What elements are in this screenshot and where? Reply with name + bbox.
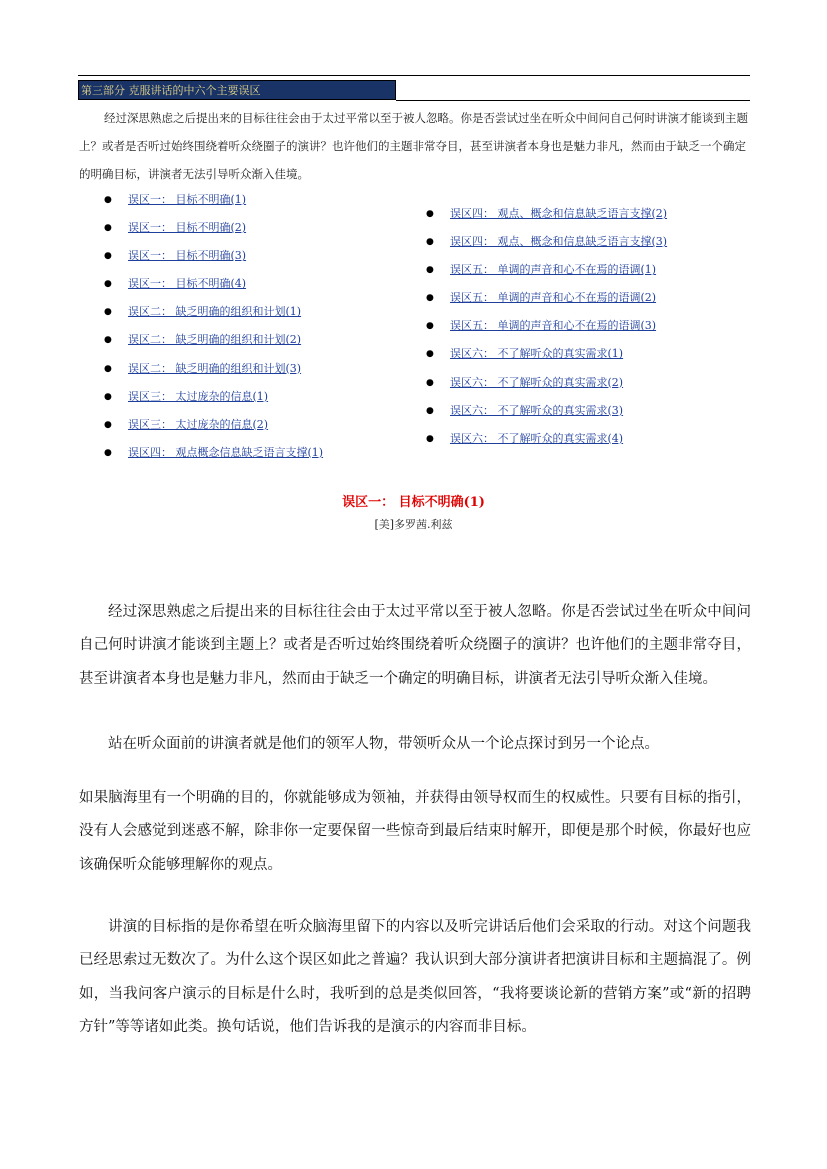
toc-item	[426, 289, 667, 317]
toc-item	[426, 261, 667, 289]
intro-paragraph: 经过深思熟虑之后提出来的目标往往会由于太过平常以至于被人忽略。你是否尝试过坐在听众中间问自己何时讲演才能谈到主题上？或者是否听过始终围绕着听众绕圈子的演讲？也许他们的主题非常夺目，甚至讲演者本身也是魅力非凡，然而由于缺乏一个确定的明确目标，讲演者无法引导听众渐入佳境。	[79, 111, 748, 181]
bullet-icon: ●	[104, 251, 112, 262]
bullet-icon: ●	[104, 279, 112, 290]
toc-item	[104, 388, 323, 416]
toc-item	[426, 233, 667, 261]
bullet-icon: ●	[426, 237, 434, 248]
body-paragraph-4: 讲演的目标指的是你希望在听众脑海里留下的内容以及听完讲话后他们会采取的行动。对这个问题我已经思索过无数次了。为什么这个误区如此之普遍？我认识到大部分演讲者把演讲目标和主题搞混了。例如，当我问客户演示的目标是什么时，我听到的总是类似回答，“我将要谈论新的营销方案”或“新的招聘方针”等等诸如此类。换句话说，他们告诉我的是演示的内容而非目标。	[79, 919, 751, 1036]
toc-item	[426, 374, 667, 402]
toc-link[interactable]: 误区六： 不了解听众的真实需求(1)	[450, 347, 624, 361]
toc-link[interactable]: 误区五： 单调的声音和心不在焉的语调(3)	[450, 319, 657, 333]
toc-item	[426, 402, 667, 430]
toc-item	[104, 360, 323, 388]
toc-item	[104, 275, 323, 303]
bullet-icon: ●	[104, 307, 112, 318]
article-author: [美]多罗茜.利兹	[374, 518, 453, 531]
bullet-icon: ●	[426, 405, 434, 416]
toc-link[interactable]: 误区二： 缺乏明确的组织和计划(3)	[128, 361, 302, 375]
bullet-icon: ●	[104, 363, 112, 374]
bullet-icon: ●	[426, 293, 434, 304]
toc-link[interactable]: 误区四： 观点、概念和信息缺乏语言支撑(2)	[450, 207, 668, 220]
bullet-icon: ●	[426, 349, 434, 360]
bullet-icon: ●	[426, 377, 434, 388]
body-paragraph-2: 站在听众面前的讲演者就是他们的领军人物，带领听众从一个论点探讨到另一个论点。	[108, 736, 659, 752]
toc-link[interactable]: 误区六： 不了解听众的真实需求(2)	[450, 375, 624, 389]
toc-item	[426, 317, 667, 345]
toc-item	[104, 191, 323, 219]
toc-item	[426, 345, 667, 373]
body-paragraph-3: 如果脑海里有一个明确的目的，你就能够成为领袖，并获得由领导权而生的权威性。只要有目标的指引，没有人会感觉到迷惑不解，除非你一定要保留一些惊奇到最后结束时解开，即便是那个时候，你最好也应该确保听众能够理解你的观点。	[79, 790, 751, 873]
bullet-icon: ●	[104, 223, 112, 234]
toc-link[interactable]: 误区一： 目标不明确(3)	[128, 249, 247, 263]
toc-item	[104, 219, 323, 247]
toc-link[interactable]: 误区三： 太过庞杂的信息(1)	[128, 389, 269, 403]
bullet-icon: ●	[426, 321, 434, 332]
toc-link[interactable]: 误区三： 太过庞杂的信息(2)	[128, 417, 269, 431]
toc-item	[104, 247, 323, 275]
toc-link[interactable]: 误区一： 目标不明确(1)	[128, 193, 247, 206]
toc-link[interactable]: 误区四： 观点概念信息缺乏语言支撑(1)	[128, 445, 324, 459]
header-divider	[396, 100, 750, 101]
toc-right-list	[426, 205, 667, 458]
section-label: 第三部分 克服讲话的中六个主要误区	[81, 84, 261, 97]
toc-item	[104, 416, 323, 444]
article-title: 误区一： 目标不明确(1)	[342, 495, 485, 510]
toc-link[interactable]: 误区五： 单调的声音和心不在焉的语调(2)	[450, 291, 657, 305]
toc-item	[426, 205, 667, 233]
bullet-icon: ●	[426, 433, 434, 444]
toc-left-list	[104, 191, 323, 472]
bullet-icon: ●	[104, 419, 112, 430]
toc-item	[104, 331, 323, 359]
toc-link[interactable]: 误区二： 缺乏明确的组织和计划(2)	[128, 333, 302, 347]
toc-item	[104, 444, 323, 472]
toc-link[interactable]: 误区一： 目标不明确(4)	[128, 277, 247, 291]
section-header-box	[78, 80, 396, 100]
bullet-icon: ●	[104, 195, 112, 205]
bullet-icon: ●	[104, 335, 112, 346]
bullet-icon: ●	[104, 447, 112, 458]
toc-link[interactable]: 误区五： 单调的声音和心不在焉的语调(1)	[450, 263, 657, 277]
bullet-icon: ●	[426, 265, 434, 276]
toc-item	[104, 303, 323, 331]
toc-item	[426, 430, 667, 458]
toc-link[interactable]: 误区一： 目标不明确(2)	[128, 221, 247, 235]
toc-link[interactable]: 误区六： 不了解听众的真实需求(4)	[450, 431, 624, 445]
toc-link[interactable]: 误区六： 不了解听众的真实需求(3)	[450, 403, 624, 417]
body-paragraph-1: 经过深思熟虑之后提出来的目标往往会由于太过平常以至于被人忽略。你是否尝试过坐在听众中间问自己何时讲演才能谈到主题上？或者是否听过始终围绕着听众绕圈子的演讲？也许他们的主题非常夺目，甚至讲演者本身也是魅力非凡，然而由于缺乏一个确定的明确目标，讲演者无法引导听众渐入佳境。	[79, 604, 751, 687]
bullet-icon: ●	[426, 209, 434, 219]
header-rule	[78, 75, 750, 76]
toc-link[interactable]: 误区二： 缺乏明确的组织和计划(1)	[128, 305, 302, 319]
toc-link[interactable]: 误区四： 观点、概念和信息缺乏语言支撑(3)	[450, 235, 668, 249]
bullet-icon: ●	[104, 391, 112, 402]
